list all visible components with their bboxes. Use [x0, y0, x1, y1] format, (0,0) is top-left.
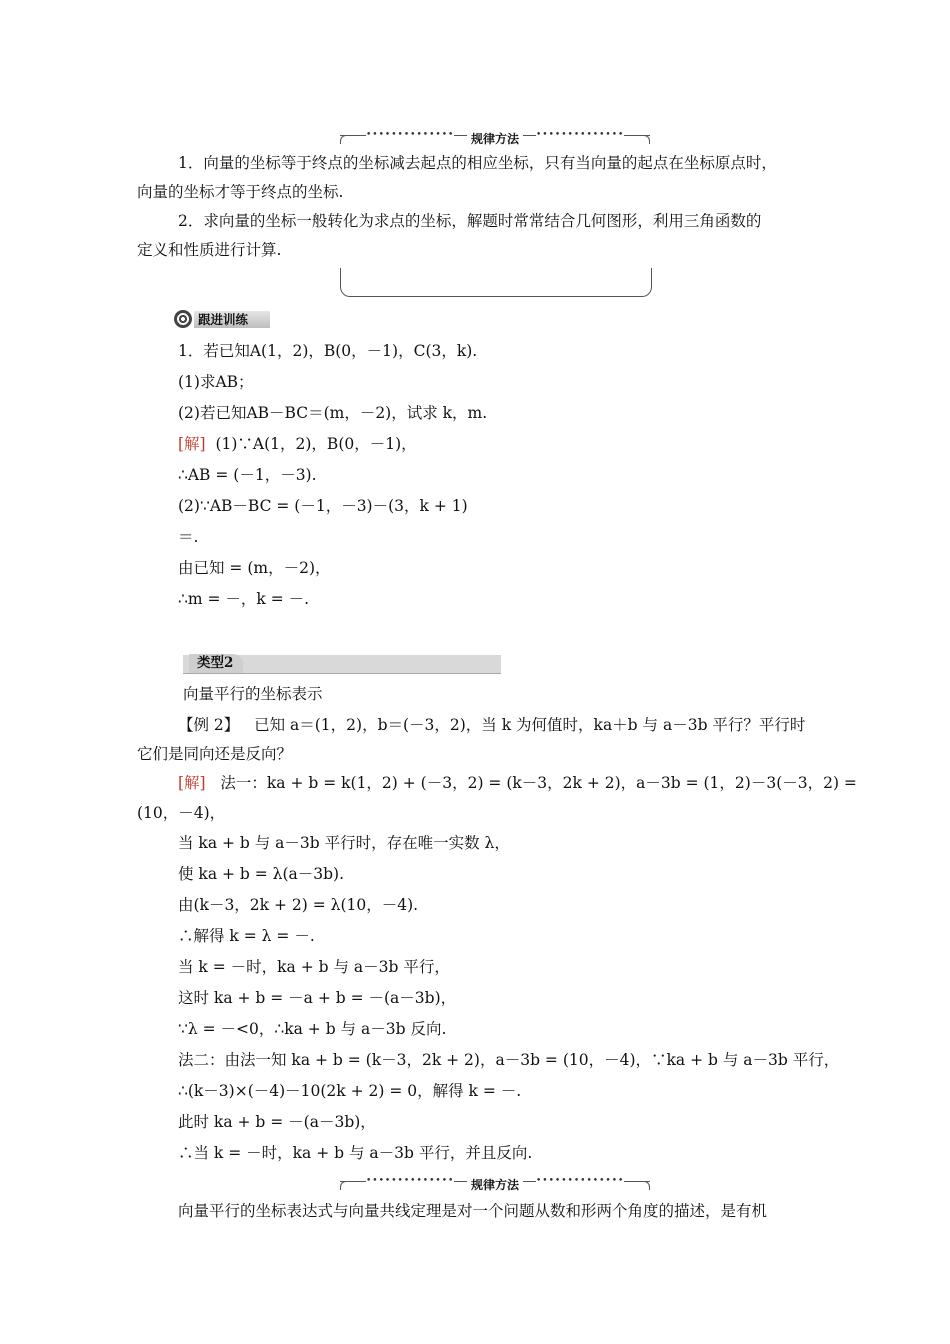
rule-method-footer — [340, 268, 652, 297]
type2-solution-line-9: 法二：由法一知 ka + b = (k－3，2k + 2)，a－3b = (10，－4)，∵ka + b 与 a－3b 平行， — [178, 1051, 840, 1069]
rule-method-header-2 — [340, 1174, 650, 1192]
solution-text-1: (1)∵A(1，2)，B(0，－1)， — [215, 435, 417, 453]
type2-solution-line-7: 这时 ka + b = －a + b = －(a－3b)， — [178, 989, 457, 1007]
solution-line-1 — [178, 433, 417, 455]
question-1: 1．若已知A(1，2)，B(0，－1)，C(3，k). — [178, 342, 478, 360]
question-1-part2: (2)若已知AB－BC＝(m，－2)，试求 k，m. — [178, 404, 488, 422]
rule-method-2-dots-left: •••••••••••••• — [366, 1176, 455, 1186]
rule-2-p1-line1: 向量平行的坐标表达式与向量共线定理是对一个问题从数和形两个角度的描述，是有机 — [178, 1202, 768, 1220]
type2-solution-line-2: 当 ka + b 与 a－3b 平行时，存在唯一实数 λ， — [178, 834, 510, 852]
rule-p1-line2: 向量的坐标才等于终点的坐标. — [137, 183, 344, 201]
solution-line-5: 由已知 = (m，－2)， — [178, 559, 331, 577]
type2-solution-tag: [解] — [178, 774, 206, 792]
solution-line-2: ∴AB = (－1，－3). — [178, 466, 317, 484]
follow-training-header — [172, 310, 272, 330]
example-2-line2: 它们是同向还是反向？ — [137, 745, 293, 763]
example-2-line1 — [178, 714, 805, 736]
question-1-part1: (1)求AB； — [178, 373, 254, 391]
example-2-tag: 【例 2】 — [178, 716, 240, 734]
rule-p2-line2: 定义和性质进行计算. — [137, 241, 282, 259]
type2-solution-line-6: 当 k = －时，ka + b 与 a－3b 平行， — [178, 958, 450, 976]
type2-solution-line-0 — [178, 772, 857, 794]
type2-solution-line-3: 使 ka + b = λ(a－3b). — [178, 865, 345, 883]
follow-training-label: 跟进训练 — [194, 311, 270, 328]
type2-solution-line-10: ∴(k－3)×(－4)－10(2k + 2) = 0，解得 k = －. — [178, 1082, 522, 1100]
rule-method-dots-left: •••••••••••••• — [366, 130, 455, 140]
solution-line-4: ＝. — [178, 528, 199, 546]
type2-solution-line-4: 由(k－3，2k + 2) = λ(10，－4). — [178, 896, 419, 914]
rule-method-label: 规律方法 — [467, 132, 523, 146]
rule-p2-line1: 2．求向量的坐标一般转化为求点的坐标，解题时常常结合几何图形，利用三角函数的 — [178, 212, 762, 230]
target-icon — [174, 310, 192, 328]
type2-solution-line-11: 此时 ka + b = －(a－3b)， — [178, 1113, 376, 1131]
rule-method-header — [340, 128, 650, 146]
solution-line-6: ∴m = －，k = －. — [178, 590, 310, 608]
type-2-tag: 类型2 — [189, 654, 243, 673]
rule-method-2-dots-right: •••••••••••••• — [536, 1176, 625, 1186]
type2-solution-line-1: (10，－4)， — [137, 804, 226, 822]
solution-line-3: (2)∵AB－BC = (－1，－3)－(3，k + 1) — [178, 497, 468, 515]
example-2-text: 已知 a＝(1，2)，b＝(－3，2)，当 k 为何值时，ka＋b 与 a－3b 平行？平行时 — [254, 716, 806, 734]
type2-solution-text-0: 法一：ka + b = k(1，2) + (－3，2) = (k－3，2k + 2)，a－3b = (1，2)－3(－3，2) = — [220, 774, 857, 792]
type-2-banner — [183, 655, 501, 674]
type2-solution-line-12: ∴当 k = －时，ka + b 与 a－3b 平行，并且反向. — [178, 1144, 533, 1162]
solution-tag: [解] — [178, 435, 206, 453]
type-2-title: 向量平行的坐标表示 — [183, 685, 323, 703]
type2-solution-line-5: ∴解得 k = λ = －. — [178, 927, 315, 945]
rule-method-dots-right: •••••••••••••• — [536, 130, 625, 140]
rule-method-2-label: 规律方法 — [467, 1178, 523, 1192]
rule-p1-line1: 1．向量的坐标等于终点的坐标减去起点的相应坐标，只有当向量的起点在坐标原点时， — [178, 154, 777, 172]
type2-solution-line-8: ∵λ = －<0，∴ka + b 与 a－3b 反向. — [178, 1020, 447, 1038]
